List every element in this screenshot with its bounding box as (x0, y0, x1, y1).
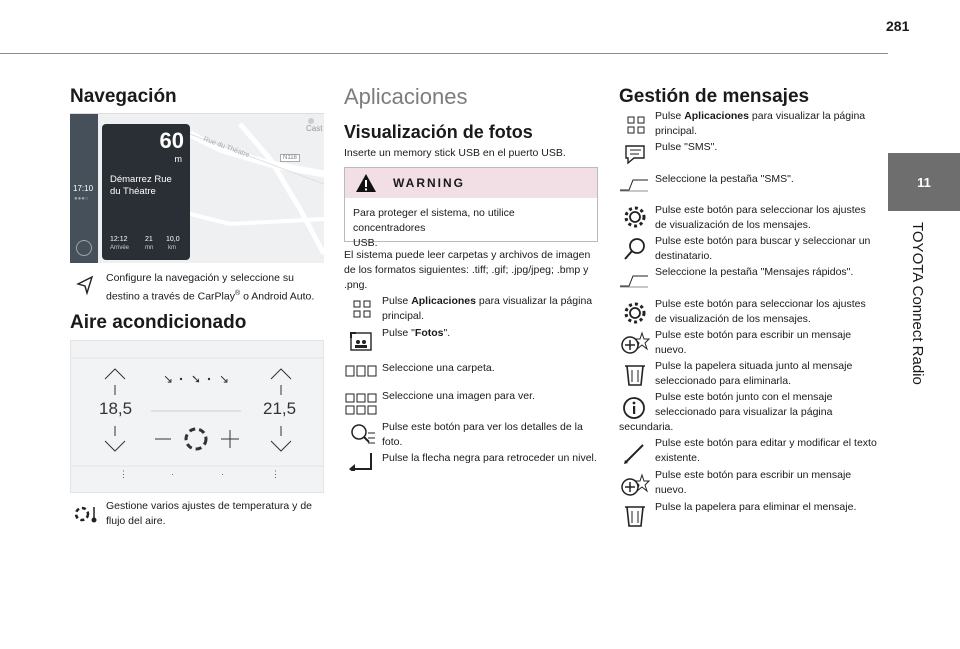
svg-text:➘: ➘ (191, 372, 202, 386)
photo-step-4: Seleccione una imagen para ver. (382, 390, 535, 402)
sms-icon (622, 142, 648, 166)
nav-description: Configure la navegación y seleccione su destino a través de CarPlay® o Android Auto. (106, 272, 315, 303)
svg-text:↘: ↘ (219, 372, 230, 386)
pencil-icon (622, 441, 648, 465)
warning-header (345, 168, 597, 198)
warning-icon (355, 173, 377, 193)
gear-icon (622, 300, 648, 326)
nav-distance: 60 (159, 128, 184, 153)
nav-dots: ●●●○ (74, 196, 89, 202)
nav-distance-unit: m (174, 154, 182, 164)
apps-grid-icon (353, 300, 371, 318)
trash-icon (624, 504, 646, 528)
photos-icon (350, 330, 372, 352)
nav-arrival-label: Arrivée (110, 245, 130, 251)
nav-arrival-time: 12:12 (110, 236, 128, 243)
info-icon (622, 396, 646, 420)
messages-title: Gestión de mensajes (619, 86, 810, 107)
nav-instruction-card (102, 124, 190, 260)
map-place-label: Cast (306, 124, 323, 133)
map-street-label: Rue du Théatre (202, 135, 251, 160)
nav-instruction-2: du Théatre (110, 186, 156, 197)
msg-step-6: Seleccione la pestaña "Mensajes rápidos". (655, 266, 854, 278)
photos-title: Visualización de fotos (344, 122, 533, 142)
msg-step-5: Pulse este botón para buscar y seleccionar un destinatario. (655, 235, 871, 262)
msg-step-13: Pulse la papelera para eliminar el mensaje. (655, 501, 857, 513)
ac-left-temperature[interactable]: 18,5 (99, 399, 133, 418)
warning-text: Para proteger el sistema, no utilice concentradores USB. (353, 207, 515, 249)
ac-right-temperature[interactable]: 21,5 (263, 399, 297, 418)
details-search-icon (350, 423, 376, 447)
nav-km-label: km (168, 245, 176, 251)
gear-icon (622, 204, 648, 230)
nav-minutes: 21 (145, 236, 153, 243)
svg-text:·: · (171, 469, 174, 479)
nav-sidebar (70, 114, 98, 263)
header-divider (0, 53, 888, 54)
nav-instruction-1: Démarrez Rue (110, 174, 172, 185)
msg-step-2: Pulse "SMS". (655, 141, 718, 153)
photo-step-3: Seleccione una carpeta. (382, 362, 495, 374)
msg-step-9: Pulse la papelera situada junto al mensaje seleccionado para eliminarla. (655, 360, 853, 387)
folder-icon (345, 365, 377, 377)
nav-minutes-label: mn (145, 245, 154, 251)
search-icon (622, 236, 648, 262)
photo-step-6: Pulse la flecha negra para retroceder un nivel. (382, 452, 597, 464)
msg-step-1: Pulse Aplicaciones para visualizar la página principal. (655, 110, 866, 137)
page-number: 281 (886, 18, 910, 34)
photo-step-1: Pulse Aplicaciones para visualizar la página principal. (382, 295, 593, 322)
map-road-badge: N118 (280, 154, 300, 162)
apps-title: Aplicaciones (344, 84, 468, 109)
svg-text:·: · (221, 469, 224, 479)
usb-text: Inserte un memory stick USB en el puerto USB. (344, 147, 566, 159)
image-grid-icon (345, 393, 377, 415)
msg-step-11: Pulse este botón para editar y modificar el texto existente. (655, 437, 877, 464)
svg-text:↘: ↘ (163, 372, 174, 386)
ac-description: Gestione varios ajustes de temperatura y de flujo del aire. (106, 500, 313, 527)
tab-icon (619, 274, 649, 288)
msg-step-10-a: Pulse este botón junto con el mensaje seleccionado para visualizar la página (655, 391, 833, 418)
nav-title: Navegación (70, 86, 177, 107)
svg-text:⋮: ⋮ (271, 469, 280, 479)
svg-text:⋮: ⋮ (119, 469, 128, 479)
apps-grid-icon (627, 116, 645, 134)
air-conditioning-screen-image (70, 340, 324, 493)
ac-title: Aire acondicionado (70, 312, 247, 333)
navigation-icon (76, 274, 94, 296)
photo-step-2: Pulse "Fotos". (382, 327, 451, 339)
trash-icon (624, 363, 646, 387)
nav-home-button[interactable] (76, 240, 92, 256)
msg-step-4: Pulse este botón para seleccionar los ajustes de visualización de los mensajes. (655, 204, 866, 231)
chapter-tab: 11 (888, 153, 960, 211)
navigation-screen-image (70, 113, 324, 263)
formats-text: El sistema puede leer carpetas y archivos de imagen de los formatos siguientes: .tiff; .gif; .jpg/jpeg; .bmp y .png. (344, 249, 591, 291)
new-message-icon (620, 331, 650, 355)
warning-box (344, 167, 598, 249)
new-message-icon (620, 473, 650, 497)
tab-icon (619, 178, 649, 192)
msg-step-8: Pulse este botón para escribir un mensaje nuevo. (655, 329, 852, 356)
chapter-title: TOYOTA Connect Radio (909, 222, 926, 385)
air-conditioning-icon (74, 504, 100, 524)
msg-step-10-b: secundaria. (619, 421, 674, 433)
photo-step-5: Pulse este botón para ver los detalles de la foto. (382, 421, 583, 448)
msg-step-3: Seleccione la pestaña "SMS". (655, 173, 794, 185)
nav-clock: 17:10 (73, 184, 94, 193)
back-arrow-icon (348, 451, 374, 471)
warning-label: WARNING (393, 176, 465, 190)
msg-step-12: Pulse este botón para escribir un mensaje nuevo. (655, 469, 852, 496)
msg-step-7: Pulse este botón para seleccionar los ajustes de visualización de los mensajes. (655, 298, 866, 325)
nav-km: 10,0 (166, 236, 180, 243)
